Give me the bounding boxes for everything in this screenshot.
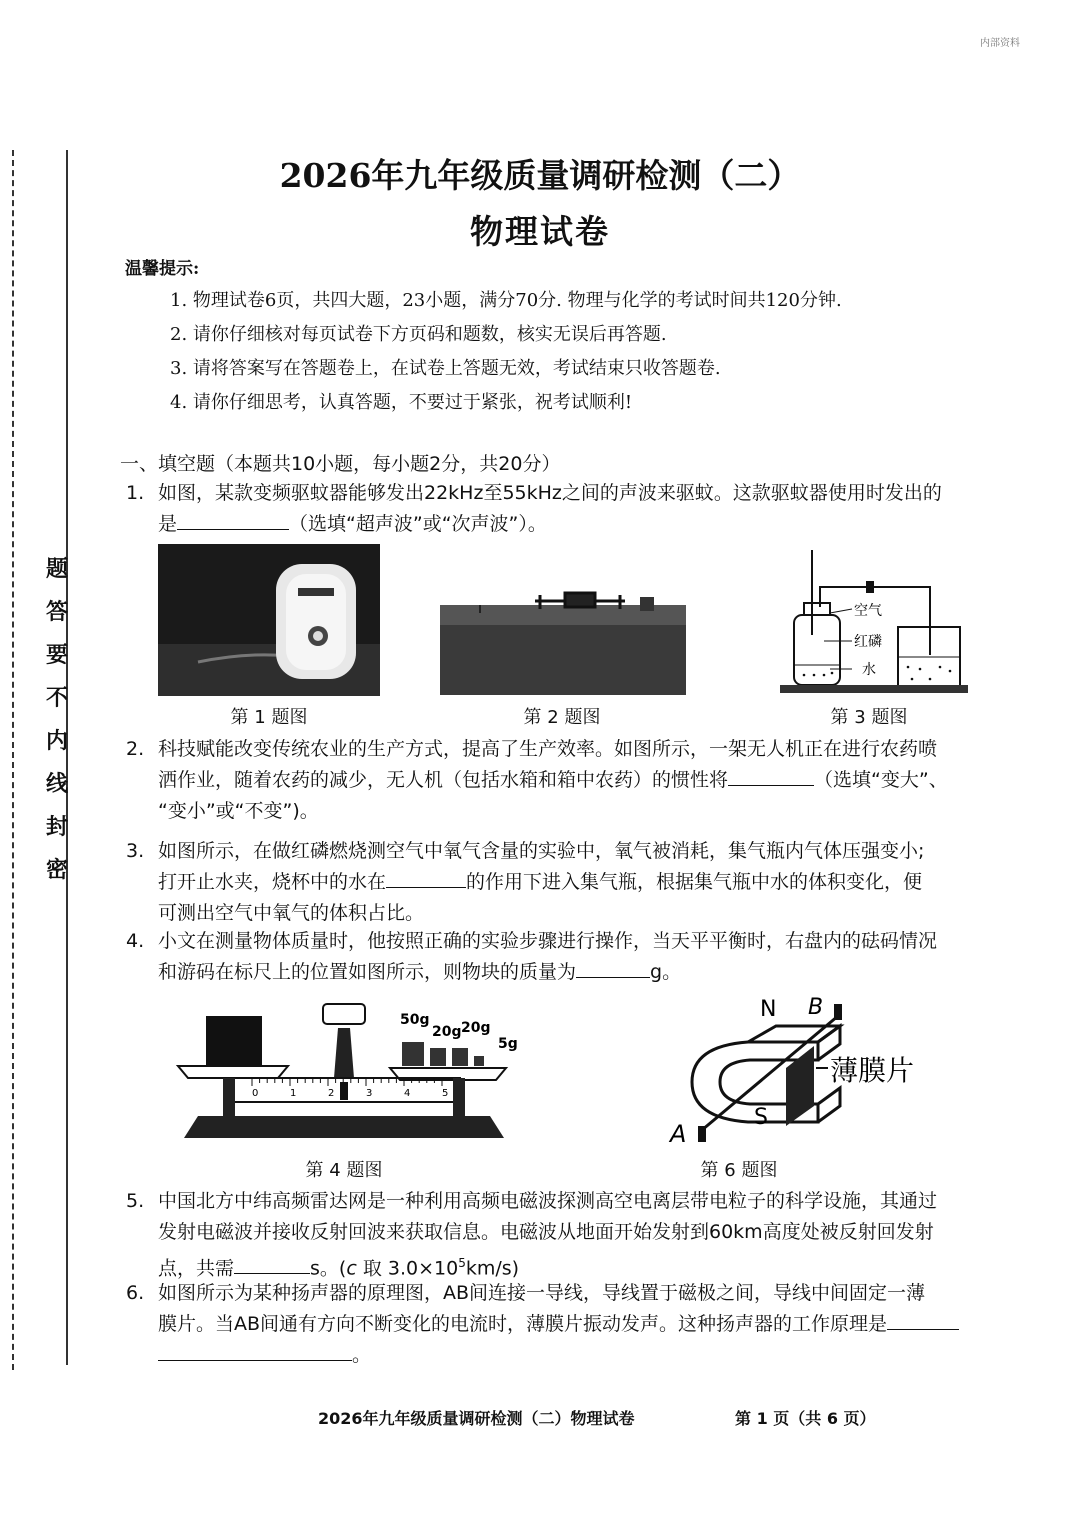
question-text: 。 (352, 1344, 372, 1366)
exponent: 5 (458, 1256, 466, 1270)
question-text: 洒作业，随着农药的减少，无人机（包括水箱和箱中农药）的惯性将 (158, 769, 729, 791)
question-1 (126, 478, 1056, 540)
question-text: 是 (158, 513, 178, 535)
question-text: 和游码在标尺上的位置如图所示，则物块的质量为 (158, 961, 577, 983)
tip-item: 3. 请将答案写在答题卷上，在试卷上答题无效，考试结束只收答题卷. (170, 358, 721, 379)
question-text: 发射电磁波并接收反射回波来获取信息。电磁波从地面开始发射到60km高度处被反射回发射 (158, 1221, 934, 1243)
fig3-phosphorus-apparatus (780, 545, 968, 695)
scale-tick-label: 1 (290, 1088, 297, 1099)
scale-tick-label: 3 (366, 1088, 373, 1099)
seal-char: 内 (45, 729, 68, 754)
question-4 (126, 926, 1056, 988)
corner-mark: 内部资料 (980, 38, 1020, 49)
question-text: （选填“变大”、 (814, 769, 948, 791)
seal-char: 线 (45, 772, 68, 797)
label-b: B (808, 996, 824, 1020)
scale-tick-label: 4 (404, 1088, 411, 1099)
label-a: A (670, 1120, 687, 1148)
question-text: 可测出空气中氧气的体积占比。 (158, 902, 425, 924)
exam-subject: 物理试卷 (470, 212, 610, 251)
question-5 (126, 1186, 1056, 1284)
question-text: 如图所示，在做红磷燃烧测空气中氧气含量的实验中，氧气被消耗，集气瓶内气体压强变小; (158, 840, 925, 862)
answer-blank (576, 957, 650, 978)
question-2 (126, 734, 1056, 827)
question-number: 4. (126, 930, 145, 952)
exam-title: 2026年九年级质量调研检测（二） (279, 156, 801, 195)
question-text: 点，共需 (158, 1257, 235, 1280)
seal-char: 题 (45, 557, 68, 582)
answer-blank (234, 1253, 310, 1274)
question-text: 膜片。当AB间通有方向不断变化的电流时，薄膜片振动发声。这种扬声器的工作原理是 (158, 1313, 888, 1335)
seal-char: 封 (45, 815, 68, 840)
tip-item: 4. 请你仔细思考，认真答题，不要过于紧张，祝考试顺利! (170, 392, 633, 413)
footer-title: 2026年九年级质量调研检测（二）物理试卷 (318, 1409, 635, 1428)
fig1-mosquito-repeller-photo (158, 544, 380, 696)
fig1-caption: 第 1 题图 (230, 707, 308, 728)
footer-page-number: 第 1 页（共 6 页） (735, 1409, 876, 1428)
label-air: 空气 (854, 603, 882, 619)
label-south: S (754, 1105, 768, 1130)
question-number: 3. (126, 840, 145, 862)
question-text: 如图，某款变频驱蚊器能够发出22kHz至55kHz之间的声波来驱蚊。这款驱蚊器使用时发出的 (158, 482, 942, 504)
fig3-caption: 第 3 题图 (830, 707, 908, 728)
label-north: N (760, 997, 777, 1022)
question-text: 打开止水夹，烧杯中的水在 (158, 871, 387, 893)
answer-blank (887, 1309, 959, 1330)
question-number: 6. (126, 1282, 145, 1304)
question-number: 2. (126, 738, 145, 760)
tip-item: 2. 请你仔细核对每页试卷下方页码和题数，核实无误后再答题. (170, 324, 667, 345)
weight-label: 20g (461, 1020, 491, 1036)
question-text: 如图所示为某种扬声器的原理图，AB间连接一导线，导线置于磁极之间，导线中间固定一薄 (158, 1282, 926, 1304)
fig4-balance-scale (168, 998, 530, 1148)
fig6-speaker-magnet (668, 996, 938, 1148)
question-text: s。( (310, 1257, 347, 1280)
answer-blank (386, 867, 466, 888)
seal-char: 答 (45, 600, 68, 625)
seal-char: 要 (45, 643, 68, 668)
tips-heading: 温馨提示: (125, 259, 200, 279)
weight-label: 50g (400, 1012, 430, 1028)
section-heading: 一、填空题（本题共10小题，每小题2分，共20分） (120, 453, 561, 475)
speed-of-light-symbol: c (346, 1257, 357, 1280)
question-text: g。 (650, 961, 682, 983)
question-text: 的作用下进入集气瓶，根据集气瓶中水的体积变化，便 (466, 871, 923, 893)
question-text: 科技赋能改变传统农业的生产方式，提高了生产效率。如图所示，一架无人机正在进行农药喷 (158, 738, 938, 760)
question-3 (126, 836, 1056, 929)
seal-line-text (42, 555, 72, 899)
answer-blank (177, 509, 289, 530)
answer-blank (728, 765, 814, 786)
question-text: 中国北方中纬高频雷达网是一种利用高频电磁波探测高空电离层带电粒子的科学设施，其通过 (158, 1190, 938, 1212)
fig4-caption: 第 4 题图 (305, 1160, 383, 1181)
question-6 (126, 1278, 1056, 1371)
fig2-drone-field-photo (440, 583, 686, 695)
answer-blank (158, 1340, 352, 1361)
label-water: 水 (862, 662, 876, 678)
scale-tick-label: 5 (442, 1088, 449, 1099)
seal-dashed-line (12, 150, 14, 1370)
label-red-phosphorus: 红磷 (854, 634, 882, 650)
weight-label: 5g (498, 1036, 518, 1052)
question-text: km/s) (465, 1257, 520, 1280)
question-text: （选填“超声波”或“次声波”）。 (289, 513, 547, 535)
seal-char: 不 (45, 686, 68, 711)
fig6-caption: 第 6 题图 (700, 1160, 778, 1181)
question-text: “变小”或“不变”)。 (158, 800, 319, 822)
question-text: 小文在测量物体质量时，他按照正确的实验步骤进行操作，当天平平衡时，右盘内的砝码情况 (158, 930, 938, 952)
tip-item: 1. 物理试卷6页，共四大题，23小题，满分70分. 物理与化学的考试时间共120分钟. (170, 290, 842, 311)
question-number: 5. (126, 1190, 145, 1212)
seal-char: 密 (45, 858, 68, 883)
question-text: 取 3.0×10 (356, 1257, 459, 1280)
label-film: 薄膜片 (830, 1054, 915, 1087)
scale-tick-label: 2 (328, 1088, 335, 1099)
fig2-caption: 第 2 题图 (523, 707, 601, 728)
weight-label: 20g (432, 1024, 462, 1040)
question-number: 1. (126, 482, 145, 504)
scale-tick-label: 0 (252, 1088, 259, 1099)
